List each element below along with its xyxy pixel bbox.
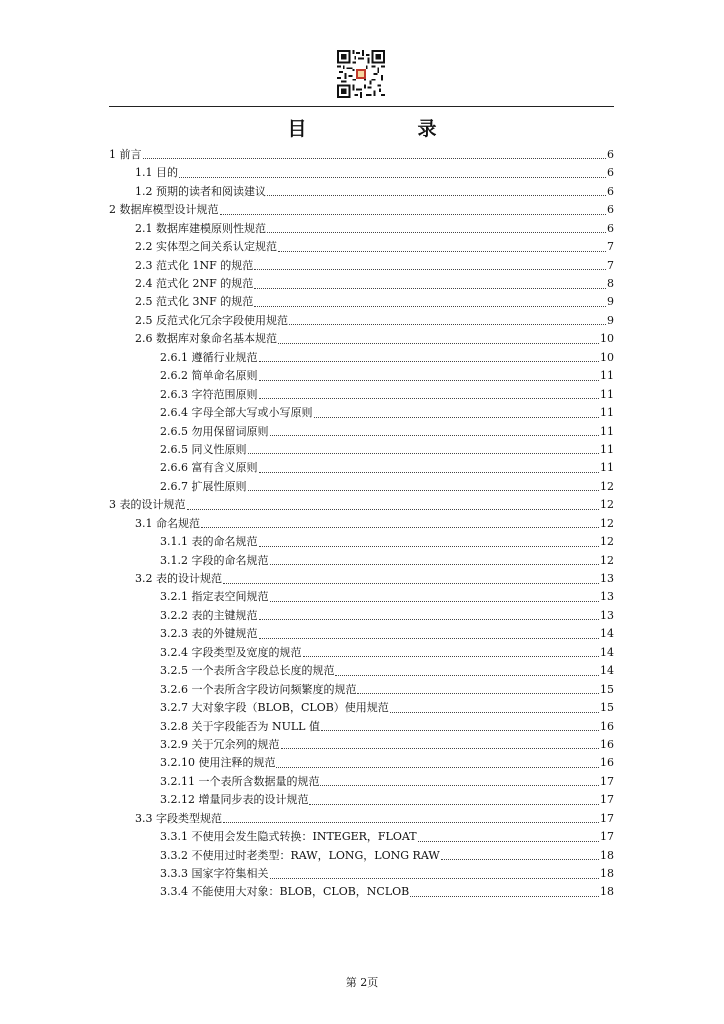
toc-entry-page: 14: [600, 627, 614, 641]
toc-entry[interactable]: [109, 847, 614, 865]
toc-leader-dots: [254, 288, 606, 289]
toc-leader-dots: [187, 509, 600, 510]
toc-entry-page: 11: [600, 387, 614, 401]
qr-code-icon: [337, 50, 385, 98]
toc-entry[interactable]: [109, 294, 614, 312]
toc-entry-page: 13: [600, 590, 614, 604]
toc-entry[interactable]: [109, 330, 614, 348]
toc-entry[interactable]: [109, 625, 614, 643]
toc-entry-text: 3 表的设计规范: [109, 498, 186, 512]
toc-leader-dots: [410, 896, 599, 897]
toc-entry[interactable]: [109, 607, 614, 625]
toc-entry-text: 3.3.2 不使用过时老类型：RAW，LONG，LONG RAW: [160, 848, 440, 862]
toc-entry[interactable]: [109, 552, 614, 570]
toc-entry-text: 1.1 目的: [135, 166, 178, 180]
header-rule: [109, 106, 614, 107]
toc-leader-dots: [270, 564, 600, 565]
toc-entry-text: 2.5 反范式化冗余字段使用规范: [135, 313, 288, 327]
toc-leader-dots: [254, 306, 606, 307]
toc-entry-page: 10: [600, 350, 614, 364]
toc-entry[interactable]: [109, 386, 614, 404]
page-number: 第 2页: [345, 976, 379, 989]
toc-entry-page: 11: [600, 461, 614, 475]
toc-entry[interactable]: [109, 810, 614, 828]
toc-entry-page: 11: [600, 369, 614, 383]
toc-entry-text: 3.1.1 表的命名规范: [160, 535, 258, 549]
toc-entry[interactable]: [109, 275, 614, 293]
toc-entry-text: 2.6.2 简单命名原则: [160, 369, 258, 383]
toc-entry[interactable]: [109, 183, 614, 201]
toc-entry[interactable]: [109, 349, 614, 367]
toc-entry-page: 6: [607, 203, 614, 217]
toc-entry-text: 3.2.8 关于字段能否为 NULL 值: [160, 719, 320, 733]
toc-leader-dots: [259, 361, 600, 362]
toc-entry-text: 3.3.1 不使用会发生隐式转换：INTEGER，FLOAT: [160, 830, 417, 844]
toc-entry-page: 11: [600, 424, 614, 438]
toc-leader-dots: [223, 822, 599, 823]
toc-entry-page: 18: [600, 885, 614, 899]
toc-leader-dots: [390, 712, 599, 713]
toc-entry-page: 7: [607, 240, 614, 254]
toc-leader-dots: [259, 638, 600, 639]
toc-leader-dots: [276, 767, 599, 768]
toc-entry-text: 2 数据库模型设计规范: [109, 203, 219, 217]
toc-entry-page: 10: [600, 332, 614, 346]
toc-entry-text: 3.2.4 字段类型及宽度的规范: [160, 645, 302, 659]
toc-entry-page: 12: [600, 516, 614, 530]
toc-entry-page: 9: [607, 295, 614, 309]
toc-entry[interactable]: [109, 423, 614, 441]
toc-entry-text: 3.2.3 表的外键规范: [160, 627, 258, 641]
table-of-contents: [109, 146, 614, 902]
toc-entry-page: 12: [600, 479, 614, 493]
toc-entry-text: 3.1.2 字段的命名规范: [160, 553, 269, 567]
toc-leader-dots: [220, 214, 607, 215]
toc-entry[interactable]: [109, 515, 614, 533]
toc-leader-dots: [259, 546, 600, 547]
toc-leader-dots: [320, 785, 599, 786]
toc-leader-dots: [335, 675, 599, 676]
toc-leader-dots: [281, 748, 600, 749]
toc-entry[interactable]: [109, 533, 614, 551]
toc-entry-text: 3.3.3 国家字符集相关: [160, 867, 269, 881]
toc-entry[interactable]: [109, 146, 614, 164]
toc-leader-dots: [278, 251, 606, 252]
toc-leader-dots: [418, 841, 599, 842]
toc-entry-page: 15: [600, 701, 614, 715]
toc-entry[interactable]: [109, 478, 614, 496]
toc-entry-text: 2.6 数据库对象命名基本规范: [135, 332, 277, 346]
toc-entry-text: 3.2 表的设计规范: [135, 572, 222, 586]
toc-entry-text: 3.2.10 使用注释的规范: [160, 756, 276, 770]
toc-entry-page: 18: [600, 848, 614, 862]
toc-entry-text: 3.3.4 不能使用大对象：BLOB，CLOB，NCLOB: [160, 885, 410, 899]
toc-entry-page: 8: [607, 277, 614, 291]
toc-entry[interactable]: [109, 681, 614, 699]
toc-leader-dots: [259, 472, 600, 473]
toc-leader-dots: [259, 619, 600, 620]
toc-entry-text: 3.2.12 增量同步表的设计规范: [160, 793, 309, 807]
toc-entry[interactable]: [109, 220, 614, 238]
toc-entry-text: 3.2.6 一个表所含字段访问频繁度的规范: [160, 682, 357, 696]
toc-leader-dots: [223, 583, 599, 584]
toc-leader-dots: [303, 656, 600, 657]
toc-entry-page: 17: [600, 774, 614, 788]
toc-entry[interactable]: [109, 884, 614, 902]
toc-leader-dots: [267, 232, 606, 233]
toc-entry-page: 6: [607, 221, 614, 235]
toc-leader-dots: [259, 380, 600, 381]
toc-entry[interactable]: [109, 699, 614, 717]
toc-entry[interactable]: [109, 754, 614, 772]
toc-entry-page: 13: [600, 572, 614, 586]
toc-entry[interactable]: [109, 164, 614, 182]
toc-entry[interactable]: [109, 736, 614, 754]
toc-entry-page: 6: [607, 184, 614, 198]
toc-entry-page: 15: [600, 682, 614, 696]
toc-leader-dots: [254, 269, 606, 270]
toc-entry-page: 11: [600, 442, 614, 456]
toc-entry-page: 13: [600, 608, 614, 622]
toc-leader-dots: [314, 417, 600, 418]
toc-entry-text: 3.2.2 表的主键规范: [160, 608, 258, 622]
toc-leader-dots: [179, 177, 606, 178]
toc-leader-dots: [270, 601, 600, 602]
toc-entry[interactable]: [109, 828, 614, 846]
toc-entry-text: 2.6.5 同义性原则: [160, 442, 247, 456]
toc-entry-page: 12: [600, 498, 614, 512]
toc-entry-page: 18: [600, 867, 614, 881]
toc-leader-dots: [248, 453, 600, 454]
toc-entry-text: 2.6.4 字母全部大写或小写原则: [160, 406, 313, 420]
toc-entry-text: 2.6.5 勿用保留词原则: [160, 424, 269, 438]
toc-entry-page: 16: [600, 756, 614, 770]
toc-entry-text: 2.6.6 富有含义原则: [160, 461, 258, 475]
toc-entry-page: 14: [600, 664, 614, 678]
toc-entry[interactable]: [109, 257, 614, 275]
toc-leader-dots: [441, 859, 599, 860]
toc-entry[interactable]: [109, 238, 614, 256]
toc-entry-page: 17: [600, 830, 614, 844]
toc-entry[interactable]: [109, 201, 614, 219]
toc-entry[interactable]: [109, 865, 614, 883]
toc-leader-dots: [248, 490, 600, 491]
toc-entry-page: 17: [600, 811, 614, 825]
toc-entry-page: 6: [607, 166, 614, 180]
toc-leader-dots: [201, 527, 599, 528]
toc-entry-page: 9: [607, 313, 614, 327]
toc-entry-text: 3.1 命名规范: [135, 516, 200, 530]
toc-entry-page: 12: [600, 553, 614, 567]
toc-leader-dots: [321, 730, 599, 731]
toc-entry-page: 16: [600, 719, 614, 733]
page-title: 目 录: [287, 118, 483, 140]
toc-entry[interactable]: [109, 644, 614, 662]
toc-entry-text: 2.5 范式化 3NF 的规范: [135, 295, 254, 309]
toc-entry-page: 11: [600, 406, 614, 420]
toc-entry[interactable]: [109, 570, 614, 588]
toc-entry[interactable]: [109, 367, 614, 385]
toc-entry-text: 1 前言: [109, 147, 142, 161]
toc-entry[interactable]: [109, 312, 614, 330]
toc-entry-page: 7: [607, 258, 614, 272]
toc-leader-dots: [267, 195, 606, 196]
toc-leader-dots: [357, 693, 599, 694]
toc-entry[interactable]: [109, 662, 614, 680]
toc-leader-dots: [289, 324, 606, 325]
toc-entry-page: 17: [600, 793, 614, 807]
toc-entry[interactable]: [109, 773, 614, 791]
toc-entry[interactable]: [109, 589, 614, 607]
toc-entry-page: 14: [600, 645, 614, 659]
toc-entry-page: 16: [600, 737, 614, 751]
toc-entry-text: 3.2.9 关于冗余列的规范: [160, 737, 280, 751]
toc-leader-dots: [270, 435, 600, 436]
toc-entry-text: 2.6.3 字符范围原则: [160, 387, 258, 401]
toc-entry-text: 3.2.1 指定表空间规范: [160, 590, 269, 604]
toc-leader-dots: [270, 878, 600, 879]
toc-entry[interactable]: [109, 791, 614, 809]
toc-entry-text: 1.2 预期的读者和阅读建议: [135, 184, 266, 198]
toc-leader-dots: [143, 158, 607, 159]
toc-entry-text: 2.2 实体型之间关系认定规范: [135, 240, 277, 254]
toc-entry-text: 2.6.1 遵循行业规范: [160, 350, 258, 364]
toc-entry-text: 2.1 数据库建模原则性规范: [135, 221, 266, 235]
toc-entry[interactable]: [109, 718, 614, 736]
toc-entry-text: 3.3 字段类型规范: [135, 811, 222, 825]
toc-entry[interactable]: [109, 496, 614, 514]
toc-entry-page: 6: [607, 147, 614, 161]
toc-entry-text: 2.4 范式化 2NF 的规范: [135, 277, 254, 291]
toc-leader-dots: [278, 343, 599, 344]
toc-entry-text: 3.2.5 一个表所含字段总长度的规范: [160, 664, 335, 678]
toc-entry-text: 3.2.11 一个表所含数据量的规范: [160, 774, 320, 788]
toc-entry-text: 2.6.7 扩展性原则: [160, 479, 247, 493]
toc-entry[interactable]: [109, 459, 614, 477]
toc-leader-dots: [259, 398, 600, 399]
toc-entry[interactable]: [109, 404, 614, 422]
toc-entry-text: 3.2.7 大对象字段（BLOB，CLOB）使用规范: [160, 701, 389, 715]
toc-leader-dots: [309, 804, 599, 805]
toc-entry[interactable]: [109, 441, 614, 459]
toc-entry-text: 2.3 范式化 1NF 的规范: [135, 258, 254, 272]
toc-entry-page: 12: [600, 535, 614, 549]
